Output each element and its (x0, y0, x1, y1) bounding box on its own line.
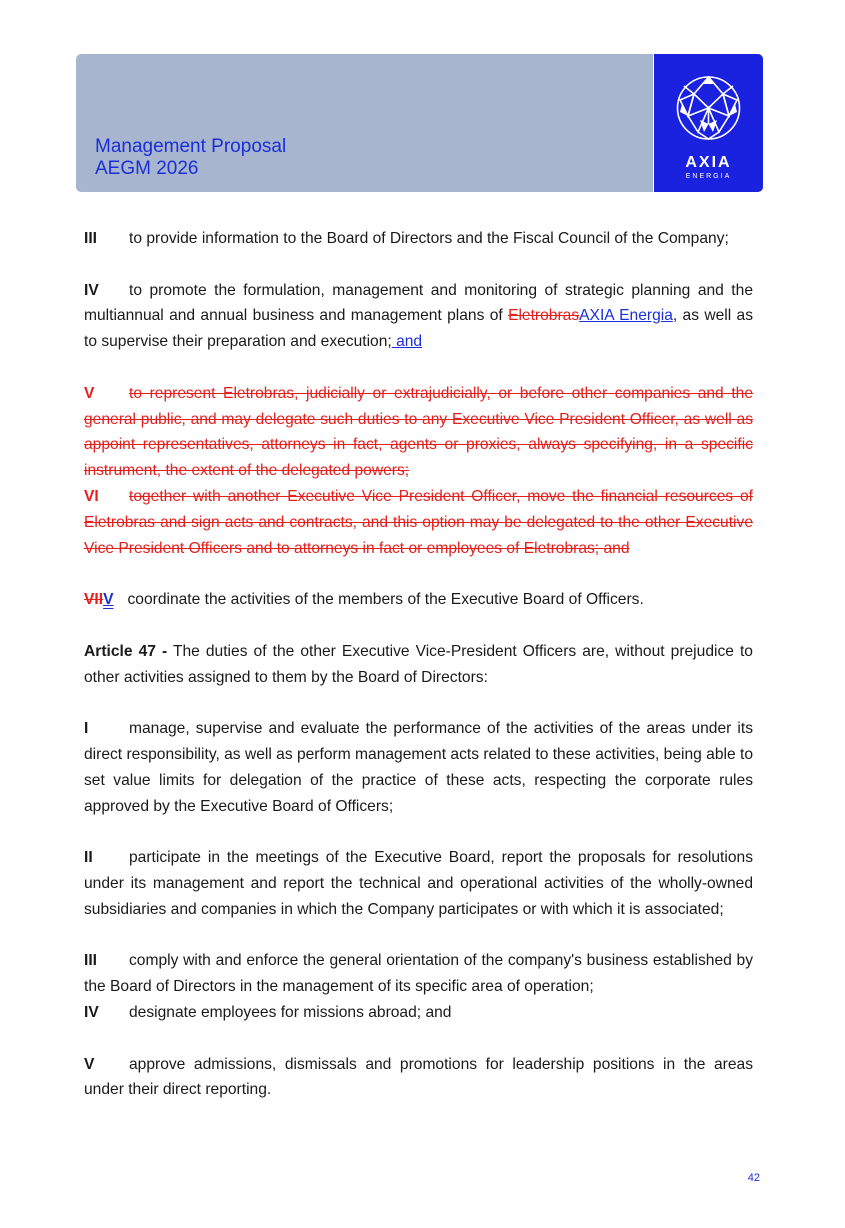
item-number: V (84, 1055, 95, 1073)
item-number: III (84, 230, 97, 247)
paragraph-vii (84, 587, 753, 613)
article-47-item-i (84, 716, 753, 819)
item-text: participate in the meetings of the Executive Board, report the proposals for resolutions under its management and report the technical and operational activities of the wholly-owned subsidiaries and companies in which the Company participates or with which it is associated; (84, 849, 753, 918)
article-47-item-ii (84, 845, 753, 922)
inserted-text: and (391, 333, 423, 351)
paragraph-iii (84, 226, 753, 252)
document-body (84, 226, 753, 1129)
article-47-item-iii (84, 948, 753, 1000)
deleted-text: Eletrobras (508, 307, 580, 325)
item-text: to promote the formulation, management and monitoring of strategic planning and the multiannual and annual business and management plans of (84, 281, 753, 325)
item-number: I (84, 720, 89, 738)
article-47-item-iv (84, 1000, 753, 1026)
item-text: coordinate the activities of the members of the Executive Board of Officers. (127, 591, 644, 609)
item-number: III (84, 952, 97, 970)
page-number: 42 (747, 1172, 760, 1184)
header-title-line2: AEGM 2026 (95, 158, 199, 179)
item-text: comply with and enforce the general orientation of the company's business established by the Board of Directors in the management of its specific area of operation; (84, 952, 753, 996)
header-title-line1: Management Proposal (95, 136, 287, 157)
paragraph-iv (84, 278, 753, 355)
axia-logo (654, 54, 763, 192)
paragraph-v-deleted (84, 381, 753, 484)
item-text: , as well as to supervise their preparation and execution; (84, 307, 753, 351)
item-number: IV (84, 1003, 99, 1021)
item-number: IV (84, 281, 99, 299)
item-text: approve admissions, dismissals and promotions for leadership positions in the areas under their direct reporting. (84, 1055, 753, 1099)
deleted-item-number: VII (84, 591, 104, 609)
deleted-text: to represent Eletrobras, judicially or extrajudicially, or before other companies and the general public, and may delegate such duties to any Executive Vice President Officer, as well as appoint representatives, attorneys in fact, agents or proxies, always specifying, in a specific instrument, the extent of the delegated powers; (84, 384, 753, 480)
paragraph-vi-deleted (84, 484, 753, 561)
deleted-text: together with another Executive Vice President Officer, move the financial resources of Eletrobras and sign acts and contracts, and this option may be delegated to the other Executive Vice President Officers and to attorneys in fact or employees of Eletrobras; and (84, 487, 753, 557)
item-text: to provide information to the Board of Directors and the Fiscal Council of the Company; (129, 230, 729, 247)
item-text: designate employees for missions abroad; and (129, 1003, 452, 1021)
globe-logo-icon (674, 72, 743, 144)
inserted-item-number: V (103, 591, 114, 609)
article-label: Article 47 - (84, 642, 168, 660)
inserted-text: AXIA Energia (579, 307, 673, 325)
item-text: manage, supervise and evaluate the performance of the activities of the areas under its direct responsibility, as well as perform management acts related to these activities, being able to set value limits for delegation of the practice of these acts, respecting the corporate rules approved by the Executive Board of Officers; (84, 720, 753, 815)
document-header-band (76, 54, 653, 192)
logo-name: AXIA (685, 154, 732, 171)
logo-subtitle: ENERGIA (685, 173, 732, 180)
item-number: V (84, 384, 95, 402)
header-title (95, 136, 286, 180)
article-text: The duties of the other Executive Vice-President Officers are, without prejudice to other activities assigned to them by the Board of Directors: (84, 642, 753, 686)
article-47-intro (84, 639, 753, 691)
item-number: II (84, 849, 93, 867)
article-47-item-v (84, 1052, 753, 1104)
item-number: VI (84, 487, 99, 505)
